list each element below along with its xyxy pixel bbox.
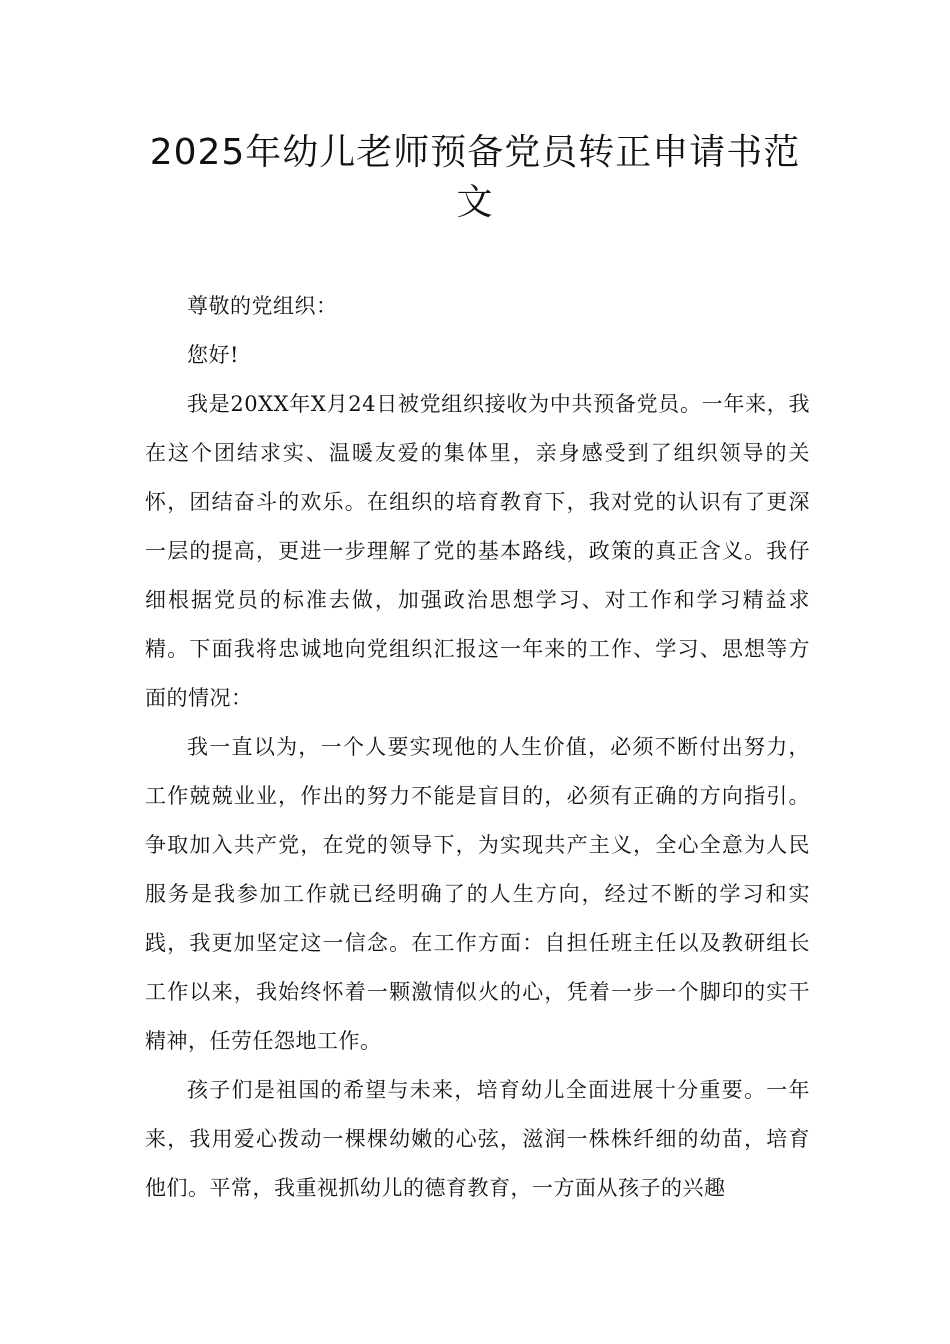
paragraph-life-direction: 我一直以为，一个人要实现他的人生价值，必须不断付出努力，工作兢兢业业，作出的努力不能是盲目的，必须有正确的方向指引。争取加入共产党，在党的领导下，为实现共产主义，全心全意为人民服务是我参加工作就已经明确了的人生方向，经过不断的学习和实践，我更加坚定这一信念。在工作方面：自担任班主任以及教研组长工作以来，我始终怀着一颗激情似火的心，凭着一步一个脚印的实干精神，任劳任怨地工作。 <box>145 735 810 1053</box>
document-title: 2025年幼儿老师预备党员转正申请书范文 <box>149 132 801 223</box>
salutation: 尊敬的党组织： <box>187 294 338 318</box>
document-body <box>145 282 810 1213</box>
paragraph-children: 孩子们是祖国的希望与未来，培育幼儿全面进展十分重要。一年来，我用爱心拨动一棵棵幼嫩的心弦，滋润一株株纤细的幼苗，培育他们。平常，我重视抓幼儿的德育教育，一方面从孩子的兴趣 <box>145 1078 810 1200</box>
paragraph-intro: 我是20XX年X月24日被党组织接收为中共预备党员。一年来，我在这个团结求实、温暖友爱的集体里，亲身感受到了组织领导的关怀，团结奋斗的欢乐。在组织的培育教育下，我对党的认识有了更深一层的提高，更进一步理解了党的基本路线，政策的真正含义。我仔细根据党员的标准去做，加强政治思想学习、对工作和学习精益求精。下面我将忠诚地向党组织汇报这一年来的工作、学习、思想等方面的情况： <box>145 392 810 710</box>
greeting: 您好! <box>187 343 239 367</box>
